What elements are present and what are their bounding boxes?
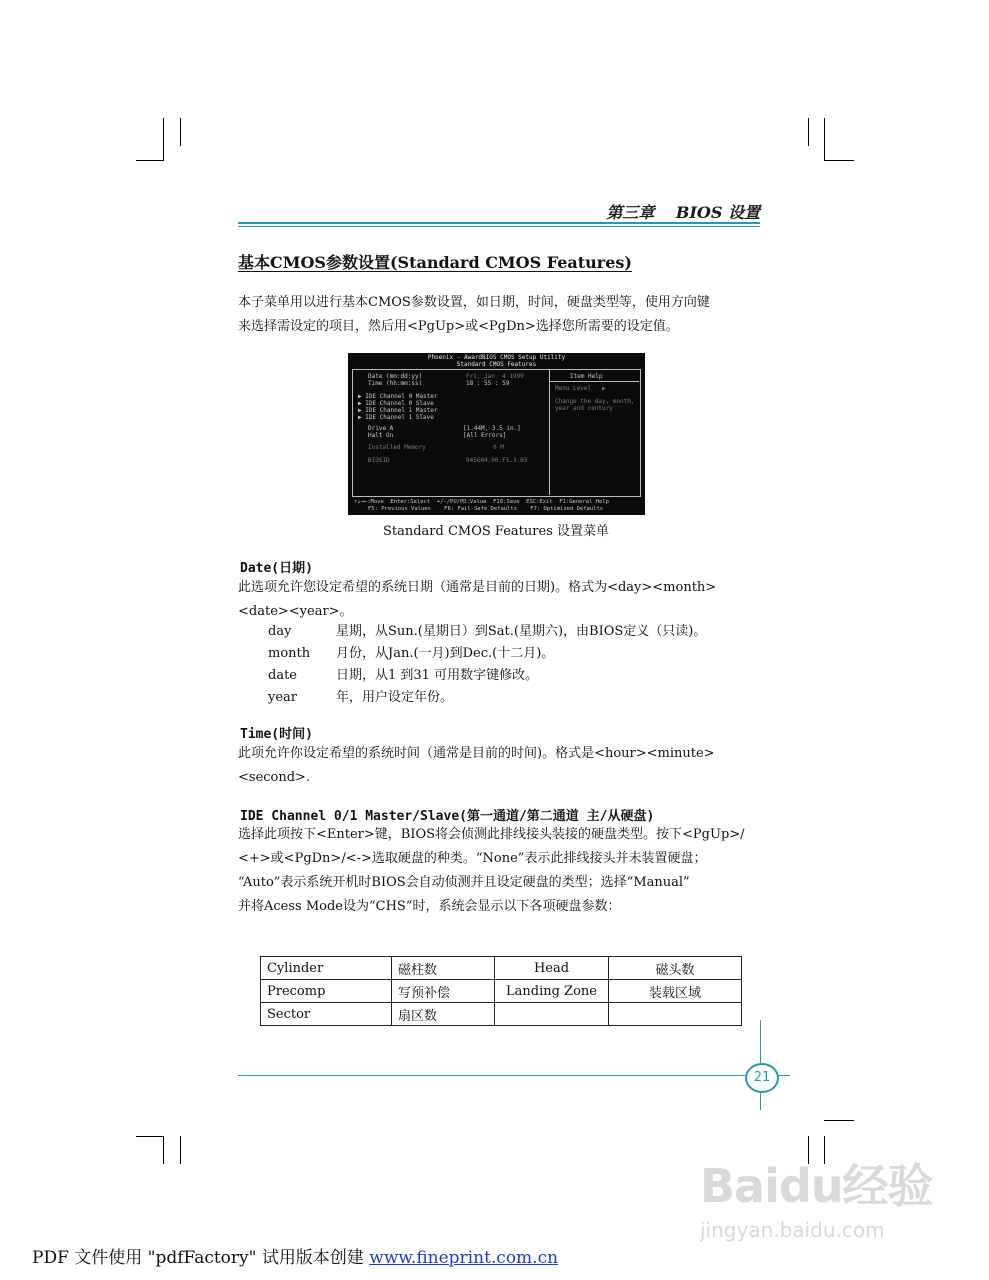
bios-row-label: BIOSID xyxy=(368,457,390,464)
date-item-text: 年，用户设定年份。 xyxy=(336,690,454,705)
bios-help-text: year and century xyxy=(555,405,613,412)
table-cell: 扇区数 xyxy=(392,1003,495,1026)
crop-mark xyxy=(808,118,809,146)
crop-mark xyxy=(824,160,854,161)
table-cell: 装载区域 xyxy=(609,980,742,1003)
bios-row-label[interactable]: ▶ IDE Channel 0 Slave xyxy=(358,400,434,407)
ide-heading: IDE Channel 0/1 Master/Slave(第一通道/第二通道 主/从硬盘) xyxy=(240,809,655,824)
time-paragraph xyxy=(238,742,763,790)
ide-line: 选择此项按下<Enter>键，BIOS将会侦测此排线接头装接的硬盘类型。按下<PgUp>/ xyxy=(238,827,745,842)
crop-mark xyxy=(824,1120,854,1121)
crop-mark xyxy=(163,1136,164,1164)
bios-row-label[interactable]: ▶ IDE Channel 1 Master xyxy=(358,407,438,414)
table-cell: 磁柱数 xyxy=(392,957,495,980)
crop-mark xyxy=(824,118,825,160)
crop-mark xyxy=(163,118,164,160)
bios-row-value: 945G04.00.F1.3.03 xyxy=(466,457,528,464)
watermark-url: jingyan.baidu.com xyxy=(700,1218,885,1242)
date-paragraph xyxy=(238,576,763,624)
page-number: 21 xyxy=(745,1063,779,1093)
time-line: 此项允许你设定希望的系统时间（通常是目前的时间)。格式是<hour><minute> xyxy=(238,746,715,761)
bios-row-label[interactable]: ▶ IDE Channel 0 Master xyxy=(358,393,438,400)
bios-row-label[interactable]: Halt On xyxy=(368,432,394,439)
date-line: 此选项允许您设定希望的系统日期（通常是目前的日期)。格式为<day><month> xyxy=(238,580,717,595)
table-cell: Cylinder xyxy=(261,957,392,980)
ide-line: 并将Acess Mode设为“CHS”时，系统会显示以下各项硬盘参数： xyxy=(238,899,621,914)
date-item-text: 月份，从Jan.(一月)到Dec.(十二月)。 xyxy=(336,646,555,661)
intro-paragraph xyxy=(238,291,763,339)
table-row xyxy=(261,980,742,1003)
bios-screenshot xyxy=(348,353,645,515)
intro-line: 来选择需设定的项目，然后用<PgUp>或<PgDn>选择您所需要的设定值。 xyxy=(238,319,679,334)
bios-subtitle: Standard CMOS Features xyxy=(456,361,537,368)
date-item xyxy=(268,621,706,643)
section-title: 基本CMOS参数设置(Standard CMOS Features) xyxy=(238,253,632,272)
chapter-header: 第三章 BIOS 设置 xyxy=(606,203,760,222)
bios-row-value[interactable]: [1.44M, 3.5 in.] xyxy=(463,425,521,432)
date-item-text: 星期，从Sun.(星期日）到Sat.(星期六)，由BIOS定义（只读)。 xyxy=(336,624,707,639)
bios-row-value: 0 M xyxy=(493,444,504,451)
footer-link[interactable]: www.fineprint.com.cn xyxy=(369,1248,559,1268)
bios-row-label[interactable]: Date (mm:dd:yy) xyxy=(368,373,423,380)
table-cell: 磁头数 xyxy=(609,957,742,980)
table-cell xyxy=(495,1003,609,1026)
figure-caption: Standard CMOS Features 设置菜单 xyxy=(382,524,609,539)
ide-line: <+>或<PgDn>/<->选取硬盘的种类。“None”表示此排线接头并未装置硬盘； xyxy=(238,851,707,866)
bios-title-text: Phoenix - AwardBIOS CMOS Setup Utility xyxy=(427,354,566,361)
bios-row-label: Installed Memory xyxy=(368,444,426,451)
table-cell: Head xyxy=(495,957,609,980)
pdf-footer xyxy=(32,1243,558,1268)
date-item-key: year xyxy=(268,690,298,705)
crop-mark xyxy=(180,118,181,146)
hdd-params-table xyxy=(260,956,742,1026)
intro-line: 本子菜单用以进行基本CMOS参数设置，如日期，时间，硬盘类型等，使用方向键 xyxy=(238,295,710,310)
bios-row-value[interactable]: 18 : 55 : 59 xyxy=(466,380,510,387)
crop-mark xyxy=(180,1136,181,1164)
bios-row-label[interactable]: ▶ IDE Channel 1 Slave xyxy=(358,414,434,421)
table-cell: Sector xyxy=(261,1003,392,1026)
table-cell: 写预补偿 xyxy=(392,980,495,1003)
date-item-key: date xyxy=(268,668,297,683)
table-cell: Precomp xyxy=(261,980,392,1003)
ide-line: “Auto”表示系统开机时BIOS会自动侦测并且设定硬盘的类型；选择“Manual” xyxy=(238,875,690,890)
bios-title xyxy=(348,354,645,368)
time-line: <second>. xyxy=(238,770,311,785)
date-item-key: month xyxy=(268,646,311,661)
table-cell: Landing Zone xyxy=(495,980,609,1003)
bios-menu-level: Menu Level ▶ xyxy=(555,385,606,392)
ide-paragraph xyxy=(238,823,763,919)
header-rule-thin xyxy=(238,226,760,227)
bios-row-label[interactable]: Time (hh:mm:ss) xyxy=(368,380,423,387)
table-row xyxy=(261,957,742,980)
date-item-key: day xyxy=(268,624,292,639)
footer-rule xyxy=(238,1075,790,1076)
date-item xyxy=(268,643,554,665)
footer-text: PDF 文件使用 "pdfFactory" 试用版本创建 xyxy=(32,1248,370,1268)
bios-help-title: Item Help xyxy=(570,373,603,380)
bios-help-rule xyxy=(550,381,639,382)
watermark-brand: Baidu经验 xyxy=(700,1159,933,1213)
header-rule xyxy=(238,222,760,224)
table-cell xyxy=(609,1003,742,1026)
date-item-text: 日期，从1 到31 可用数字键修改。 xyxy=(336,668,539,683)
bios-row-value[interactable]: [All Errors] xyxy=(463,432,507,439)
bios-row-value[interactable]: Fri, Jan 4 1999 xyxy=(466,373,524,380)
date-heading: Date(日期) xyxy=(240,561,313,576)
bios-row-label[interactable]: Drive A xyxy=(368,425,394,432)
baidu-watermark xyxy=(700,1150,933,1242)
date-item xyxy=(268,687,453,709)
date-item xyxy=(268,665,538,687)
date-line: <date><year>。 xyxy=(238,604,353,619)
bios-help-text: Change the day, month, xyxy=(555,398,635,405)
time-heading: Time(时间) xyxy=(240,727,313,742)
bios-footer-keys: F5: Previous Values F6: Fail-Safe Defaults F7: Optimized Defaults xyxy=(368,506,604,512)
bios-footer-keys: ↑↓→←:Move Enter:Select +/-/PU/PD:Value F10:Save ESC:Exit F1:General Help xyxy=(354,499,609,505)
crop-mark xyxy=(136,1136,164,1137)
bios-divider xyxy=(549,369,551,495)
table-row xyxy=(261,1003,742,1026)
crop-mark xyxy=(136,160,164,161)
